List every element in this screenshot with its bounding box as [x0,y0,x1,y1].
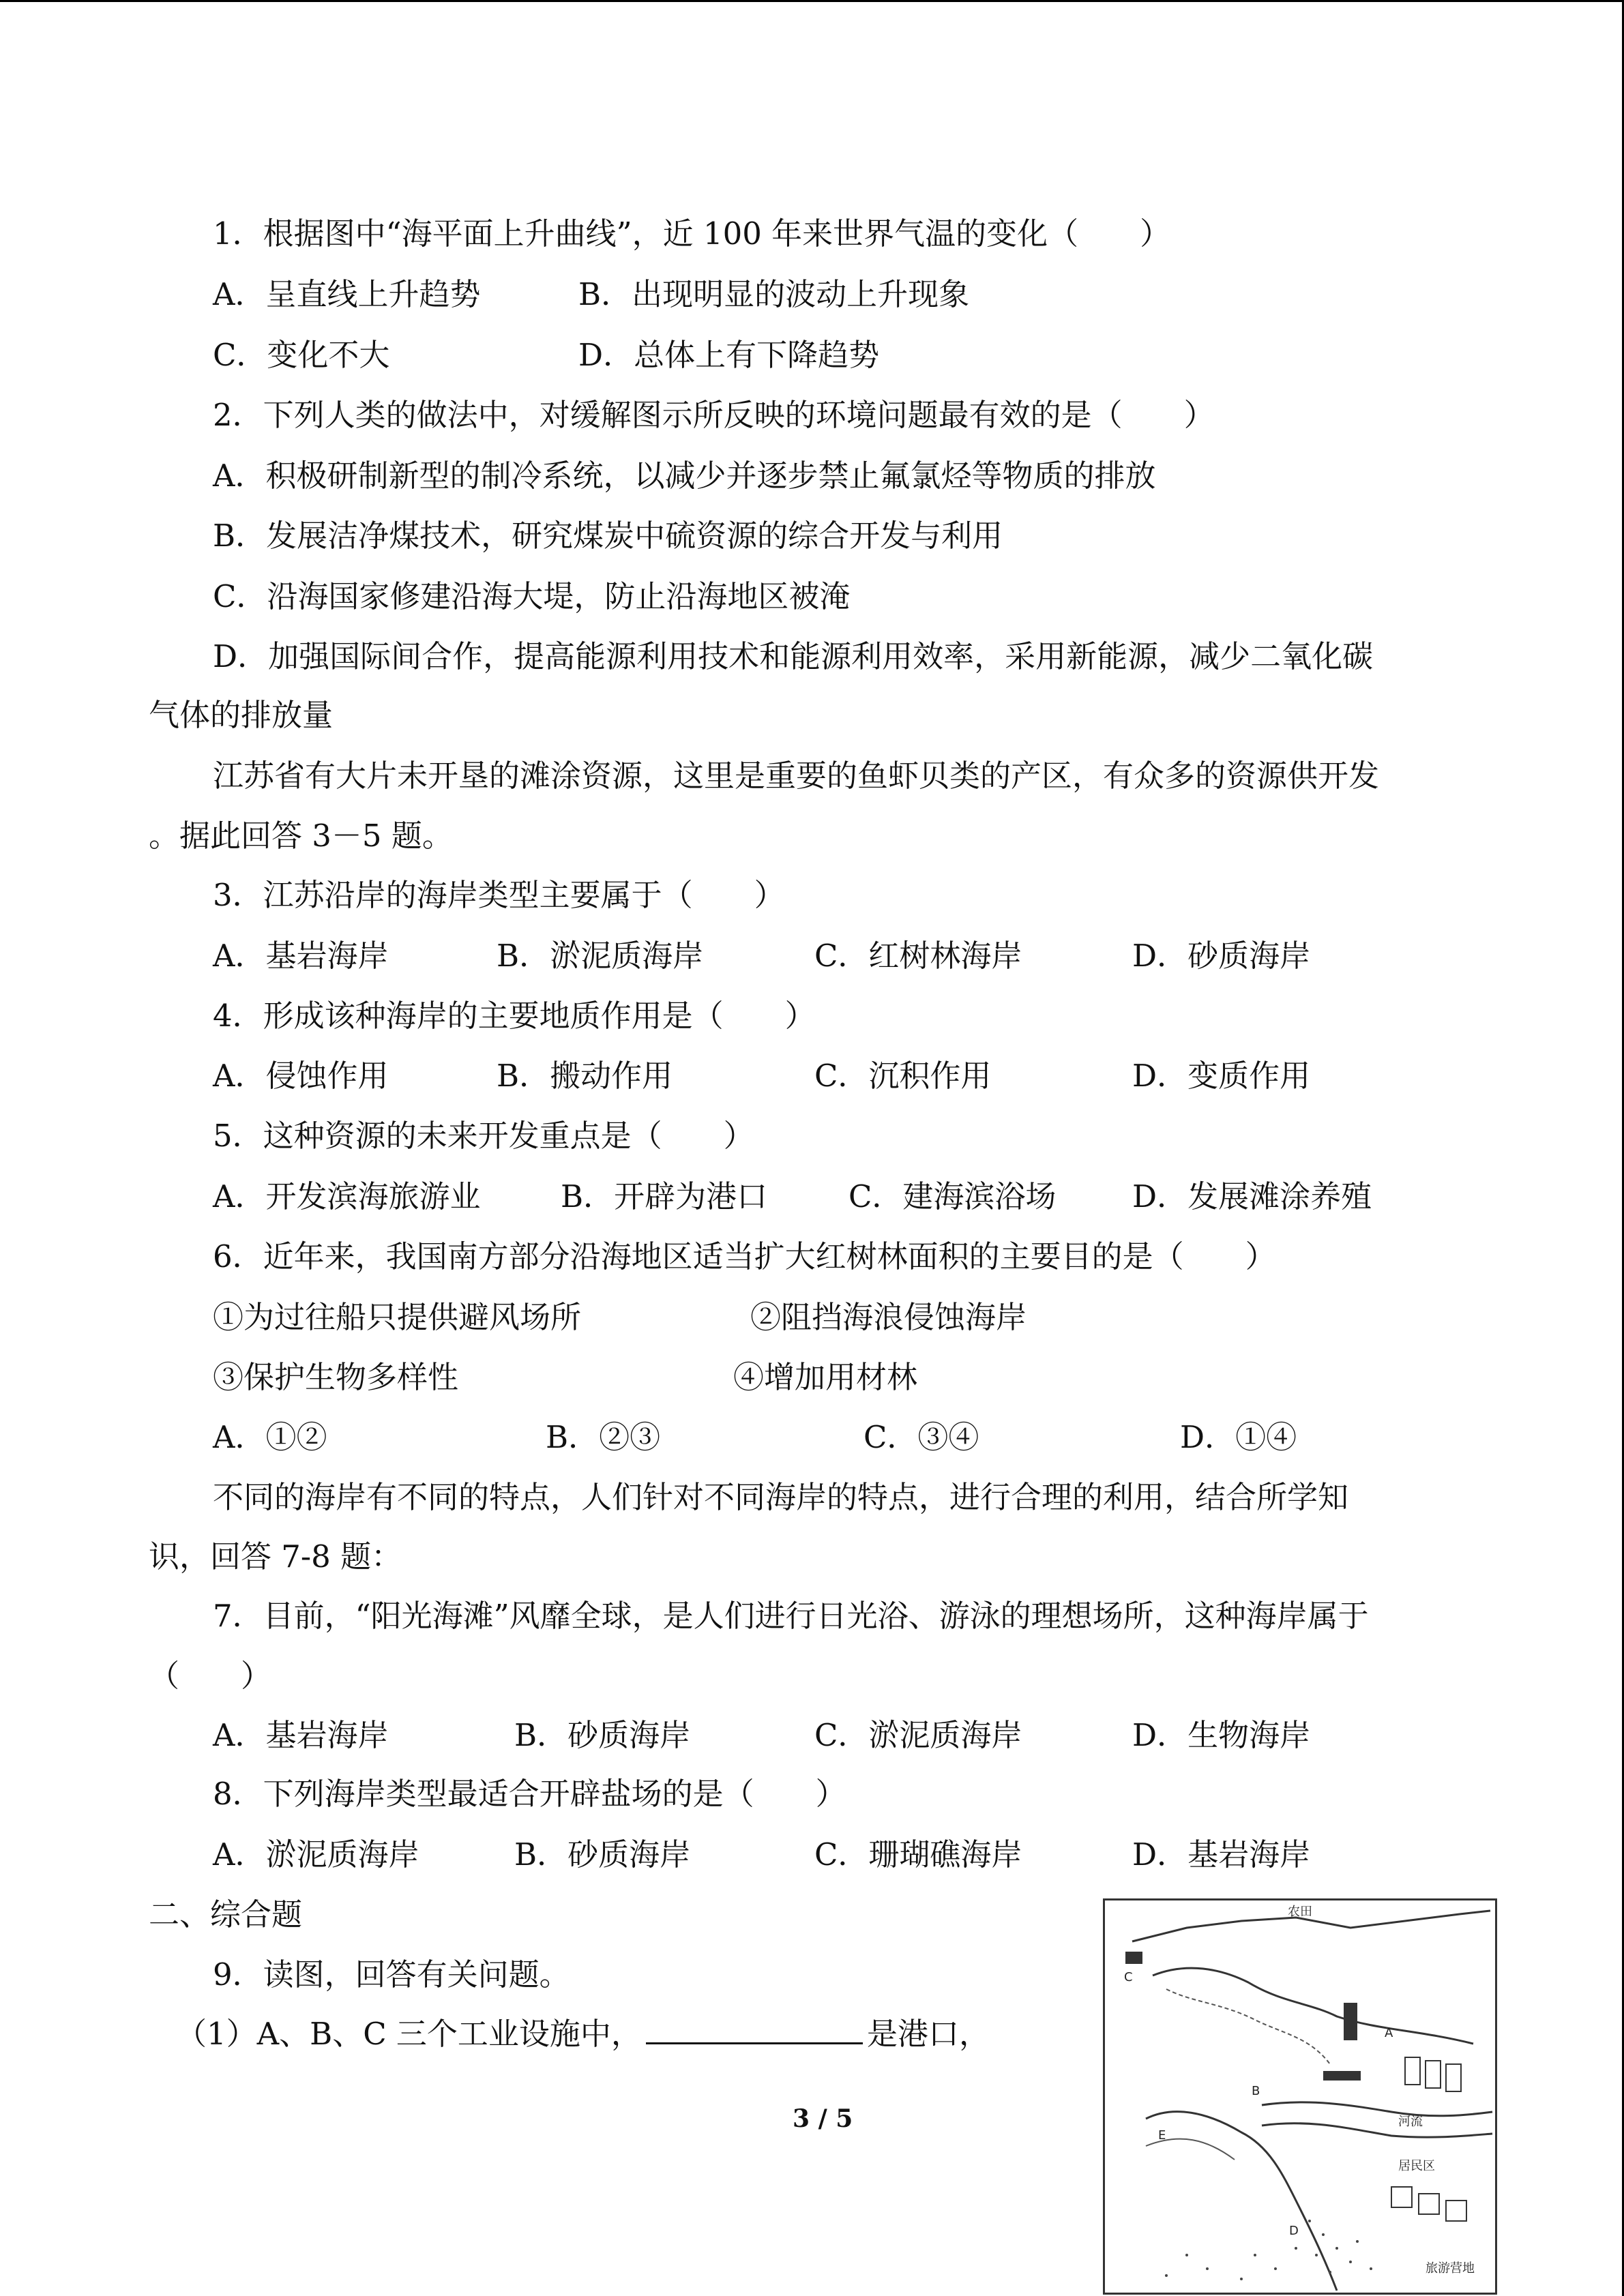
q8-option-d: D．基岩海岸 [1132,1836,1311,1873]
beach-dots [1165,2220,1372,2280]
residential-buildings [1391,2057,1466,2221]
q8-option-c: C．珊瑚礁海岸 [814,1836,1022,1873]
q5-option-c: C．建海滨浴场 [848,1178,1057,1214]
q1-option-b: B．出现明显的波动上升现象 [578,276,970,312]
map-label-residential: 居民区 [1398,2159,1435,2173]
coastal-map-figure [1103,1898,1497,2295]
intro-7-8-line1: 不同的海岸有不同的特点，人们针对不同海岸的特点，进行合理的利用，结合所学知 [213,1479,1349,1515]
q7-option-c: C．淤泥质海岸 [814,1717,1022,1753]
q1-stem: 1．根据图中“海平面上升曲线”，近 100 年来世界气温的变化（ ） [213,215,1171,252]
river-upper-bank [1262,2102,1492,2116]
q6-statement-1: ①为过往船只提供避风场所 [213,1299,582,1335]
upper-shoreline [1153,1968,1473,2044]
cliff-line [1166,1989,1330,2064]
map-label-camp: 旅游营地 [1426,2261,1475,2276]
answer-blank[interactable] [646,2015,863,2044]
q3-option-a: A．基岩海岸 [213,938,389,974]
q2-option-b: B．发展洁净煤技术，研究煤炭中硫资源的综合开发与利用 [213,518,1003,554]
q4-option-b: B．搬动作用 [497,1058,673,1094]
q3-option-b: B．淤泥质海岸 [497,938,704,974]
q6-option-a: A．①② [213,1419,327,1455]
intro-7-8-line2: 识，回答 7-8 题： [149,1538,402,1575]
q2-option-c: C．沿海国家修建沿海大堤，防止沿海地区被淹 [213,578,851,614]
q5-stem: 5．这种资源的未来开发重点是（ ） [213,1118,754,1154]
q9-stem: 9．读图，回答有关问题。 [213,1956,570,1993]
q6-option-d: D．①④ [1180,1419,1297,1455]
q7-option-a: A．基岩海岸 [213,1717,389,1753]
q7-stem: 7．目前，“阳光海滩”风靡全球，是人们进行日光浴、游泳的理想场所，这种海岸属于 [213,1598,1369,1634]
q8-option-a: A．淤泥质海岸 [213,1836,419,1873]
q2-stem: 2．下列人类的做法中，对缓解图示所反映的环境问题最有效的是（ ） [213,397,1215,433]
q5-option-a: A．开发滨海旅游业 [213,1178,481,1214]
q4-option-d: D．变质作用 [1132,1058,1311,1094]
map-label-e: E [1158,2128,1166,2143]
q4-option-a: A．侵蚀作用 [213,1058,389,1094]
map-label-c: C [1124,1970,1133,1984]
map-label-river: 河流 [1398,2115,1423,2129]
q6-option-c: C．③④ [863,1419,979,1455]
q2-option-d-continued: 气体的排放量 [149,697,334,733]
section-title: 二、综合题 [149,1896,303,1933]
intro-3-5-line1: 江苏省有大片未开垦的滩涂资源，这里是重要的鱼虾贝类的产区，有众多的资源供开发 [213,758,1380,794]
q9-sub1-prefix: （1）A、B、C 三个工业设施中， [176,2016,642,2052]
q3-option-c: C．红树林海岸 [814,938,1022,974]
map-label-d: D [1289,2224,1299,2238]
q3-option-d: D．砂质海岸 [1132,938,1311,974]
q7-option-b: B．砂质海岸 [514,1717,691,1753]
q3-stem: 3．江苏沿岸的海岸类型主要属于（ ） [213,877,785,913]
q4-stem: 4．形成该种海岸的主要地质作用是（ ） [213,998,816,1034]
map-label-a: A [1385,2026,1393,2040]
q4-option-c: C．沉积作用 [814,1058,992,1094]
q7-stem-continued: （ ） [149,1658,272,1694]
q5-option-d: D．发展滩涂养殖 [1132,1178,1372,1214]
q6-option-b: B．②③ [546,1419,661,1455]
page-number: 3 / 5 [793,2104,853,2133]
q2-option-a: A．积极研制新型的制冷系统，以减少并逐步禁止氟氯烃等物质的排放 [213,458,1156,494]
q8-stem: 8．下列海岸类型最适合开辟盐场的是（ ） [213,1776,846,1812]
q8-option-b: B．砂质海岸 [514,1836,691,1873]
q9-subquestion-1 [176,2014,990,2055]
page-border-top [0,0,1624,2]
river-lower-bank [1262,2123,1492,2137]
q9-sub1-suffix: 是港口， [866,2016,990,2052]
coastal-map-drawing [1105,1900,1495,2293]
intro-3-5-line2: 。据此回答 3－5 题。 [149,818,453,854]
map-label-farmland: 农田 [1288,1905,1312,1919]
q6-statement-2: ②阻挡海浪侵蚀海岸 [750,1299,1027,1335]
q7-option-d: D．生物海岸 [1132,1717,1311,1753]
q6-statement-3: ③保护生物多样性 [213,1359,459,1395]
q1-option-a: A．呈直线上升趋势 [213,276,481,312]
industrial-facilities [1125,1952,1361,2081]
q6-statement-4: ④增加用材林 [733,1359,918,1395]
q6-stem: 6．近年来，我国南方部分沿海地区适当扩大红树林面积的主要目的是（ ） [213,1238,1276,1274]
q5-option-b: B．开辟为港口 [561,1178,768,1214]
q1-option-c: C．变化不大 [213,337,390,373]
q2-option-d: D．加强国际间合作，提高能源利用技术和能源利用效率，采用新能源，减少二氧化碳 [213,638,1374,674]
q1-option-d: D．总体上有下降趋势 [578,337,880,373]
map-label-b: B [1252,2084,1260,2098]
